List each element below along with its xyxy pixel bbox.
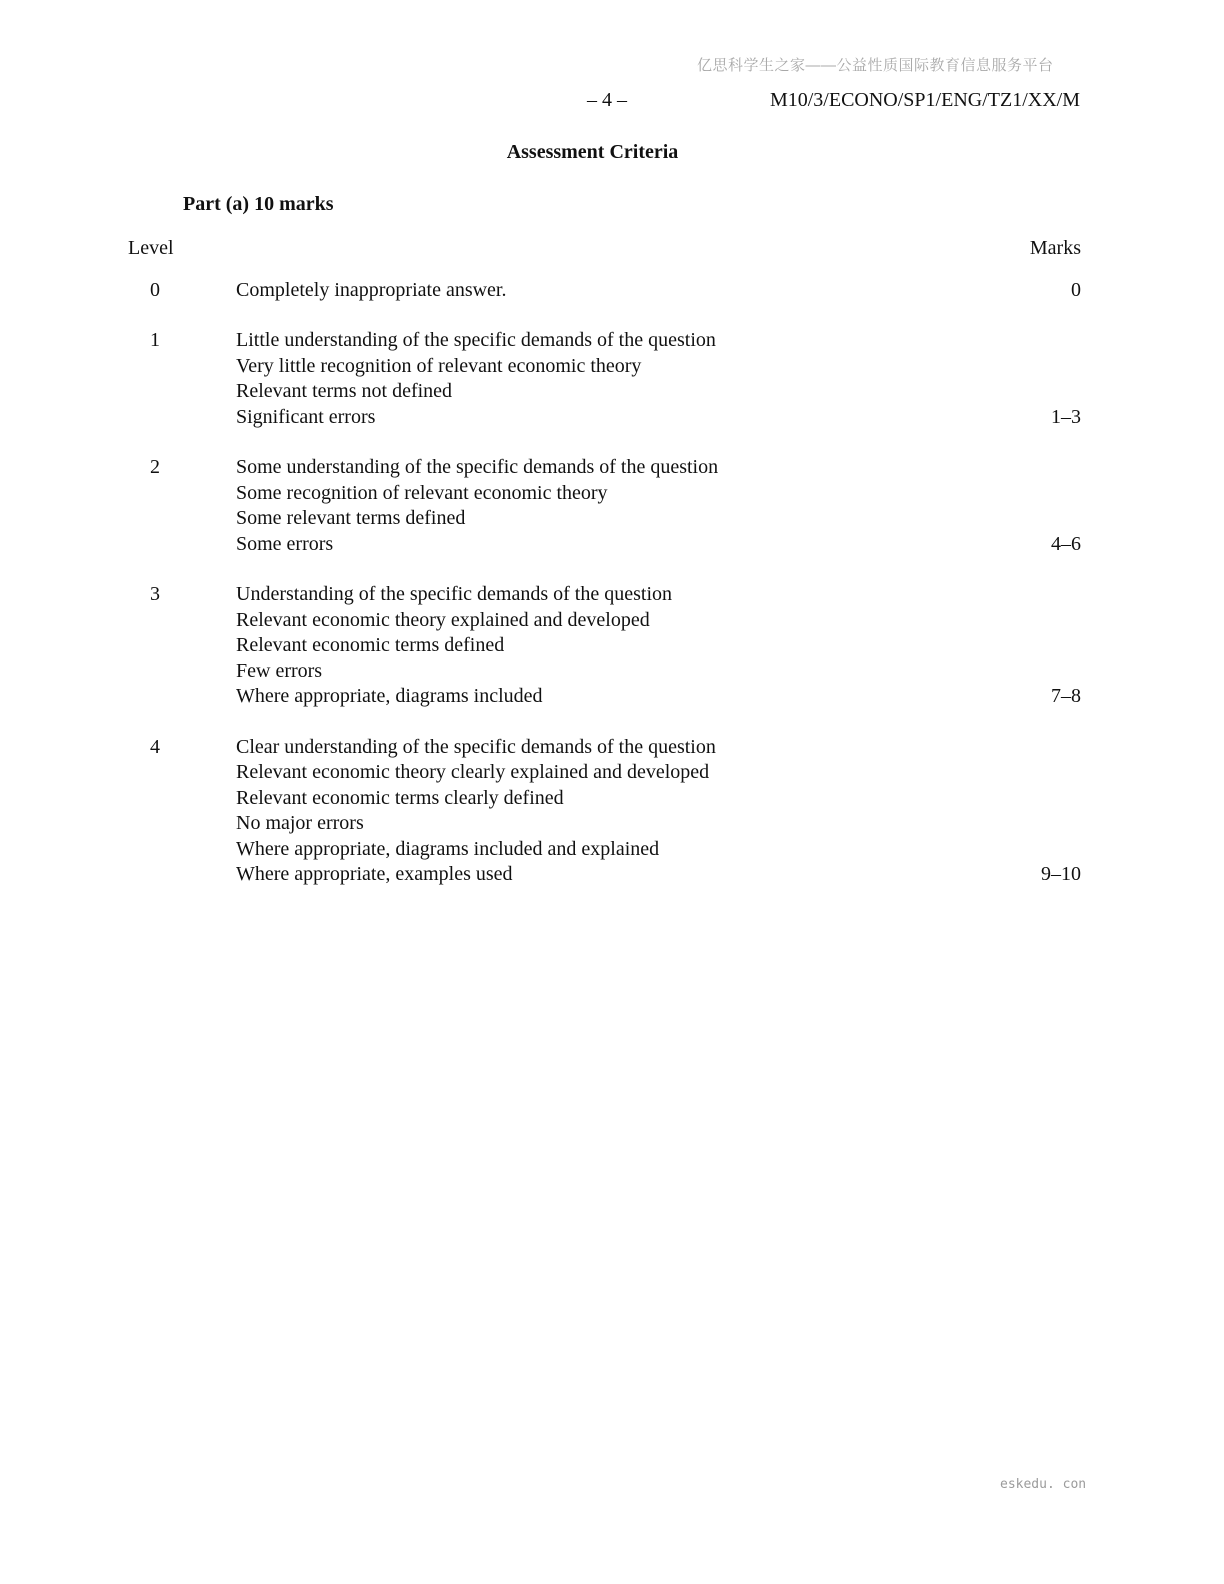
assessment-criteria-table <box>128 236 1081 913</box>
page-title: Assessment Criteria <box>506 141 679 163</box>
criteria-line: Relevant economic theory explained and developed <box>236 608 650 631</box>
table-row <box>128 582 1081 710</box>
table-row <box>128 735 1081 888</box>
document-code: M10/3/ECONO/SP1/ENG/TZ1/XX/M <box>769 89 1080 111</box>
level-value: 2 <box>150 456 160 478</box>
criteria-line: Little understanding of the specific demands of the question <box>236 329 716 351</box>
page-number: – 4 – <box>587 89 627 111</box>
criteria-line: Some understanding of the specific demands of the question <box>236 456 719 478</box>
criteria-line: Few errors <box>236 659 323 682</box>
criteria-lines <box>236 328 1011 430</box>
level-value: 4 <box>150 735 160 758</box>
table-body <box>128 278 1081 888</box>
section-heading: Part (a) 10 marks <box>183 193 334 215</box>
table-row <box>128 328 1081 430</box>
criteria-line: Clear understanding of the specific demands of the question <box>236 735 716 758</box>
criteria-line: Some relevant terms defined <box>236 507 466 529</box>
table-row <box>128 278 1081 304</box>
criteria-line: Significant errors <box>236 405 376 428</box>
criteria-line: No major errors <box>236 812 364 834</box>
criteria-line: Relevant economic terms defined <box>236 634 505 656</box>
level-value: 1 <box>150 329 160 351</box>
marks-column-header: Marks <box>1029 237 1081 259</box>
level-column-header: Level <box>128 237 174 259</box>
criteria-line: Where appropriate, examples used <box>236 863 513 885</box>
criteria-line: Some recognition of relevant economic theory <box>236 481 608 504</box>
criteria-line: Understanding of the specific demands of the question <box>236 583 672 605</box>
marks-value: 7–8 <box>1051 685 1081 707</box>
criteria-line: Some errors <box>236 532 334 555</box>
bottom-watermark: eskedu. con <box>1000 1477 1087 1492</box>
criteria-line: Very little recognition of relevant economic theory <box>236 354 642 377</box>
criteria-line: Relevant economic terms clearly defined <box>236 786 564 809</box>
criteria-line: Relevant terms not defined <box>236 380 453 402</box>
criteria-line: Relevant economic theory clearly explained and developed <box>236 761 710 783</box>
criteria-line: Where appropriate, diagrams included <box>236 685 543 707</box>
criteria-lines <box>236 278 1011 304</box>
level-value: 0 <box>150 278 160 301</box>
criteria-line: Where appropriate, diagrams included and explained <box>236 837 660 860</box>
criteria-lines <box>236 455 1011 557</box>
marks-value: 0 <box>1071 278 1081 301</box>
marks-value: 9–10 <box>1041 863 1081 885</box>
table-row <box>128 455 1081 557</box>
table-header-row <box>128 236 1081 262</box>
marks-value: 4–6 <box>1051 532 1081 555</box>
criteria-line: Completely inappropriate answer. <box>236 278 507 301</box>
criteria-lines <box>236 735 1011 888</box>
marks-value: 1–3 <box>1051 405 1081 428</box>
criteria-lines <box>236 582 1011 710</box>
top-watermark: 亿思科学生之家——公益性质国际教育信息服务平台 <box>697 57 1054 74</box>
level-value: 3 <box>150 583 160 605</box>
